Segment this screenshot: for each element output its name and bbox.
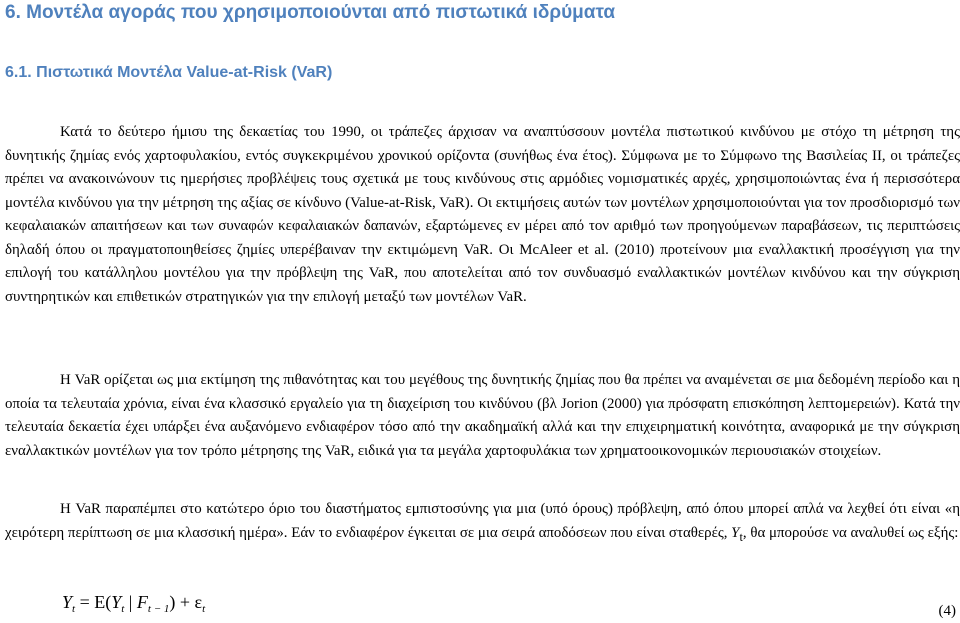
eq-equals: = E( [75, 592, 112, 612]
section-heading: 6. Μοντέλα αγοράς που χρησιμοποιούνται από πιστωτικά ιδρύματα [5, 2, 616, 23]
eq-y: Y [111, 592, 122, 612]
paragraph-2: Η VaR ορίζεται ως μια εκτίμηση της πιθανότητας και του μεγέθους της δυνητικής ζημίας που θα πρέπει να αναμένεται σε μια δεδομένη περίοδο και η οποία τα τελευταία χρόνια, είναι ένα κλασσικό εργαλείο για τη διαχείριση του κινδύνου (βλ Jorion (2000) για πρόσφατη επισκόπηση λεπτομερειών). Κατά την τελευταία δεκαετία έχει υπάρξει ένα αυξανόμενο ενδιαφέρον τόσο από την ακαδημαϊκή αλλά και την επιχειρηματική κοινότητα, αναφορικά με την σύγκριση εναλλακτικών μοντέλων για τον τρόπο μέτρησης της VaR, ειδικά για τα μεγάλα χαρτοφυλάκια των χρηματοοικονομικών περιουσιακών στοιχείων. [5, 372, 960, 459]
symbol-y: Y [731, 524, 740, 541]
eq-lhs-sub: t [72, 603, 76, 615]
eq-epsilon: ε [194, 592, 203, 612]
eq-f: F [136, 592, 148, 612]
eq-epsilon-sub: t [202, 603, 206, 615]
paragraph-3-tail: , θα μπορούσε να αναλυθεί ως εξής: [742, 524, 959, 541]
paragraph-3-text: Η VaR παραπέμπει στο κατώτερο όριο του διαστήματος εμπιστοσύνης για μια (υπό όρους) πρόβλεψη, από όπου μπορεί απλά να λεχθεί ότι είναι «η χειρότερη περίπτωση σε μια κλασσική ημέρα». Εάν το ενδιαφέρον έγκειται σε μια σειρά αποδόσεων που είναι σταθερές, [5, 501, 960, 541]
eq-y-sub: t [121, 603, 125, 615]
eq-lhs: Y [62, 592, 73, 612]
eq-bar: | [124, 592, 137, 612]
eq-close: ) + [169, 592, 195, 612]
eq-f-sub: t − 1 [147, 603, 170, 615]
symbol-y-sub: t [739, 529, 743, 544]
subsection-heading: 6.1. Πιστωτικά Μοντέλα Value-at-Risk (VaR) [5, 64, 333, 81]
paragraph-1: Κατά το δεύτερο ήμισυ της δεκαετίας του 1990, οι τράπεζες άρχισαν να αναπτύσσουν μοντέλα πιστωτικού κινδύνου με στόχο τη μέτρηση της δυνητικής ζημίας ενός χαρτοφυλακίου, εντός συγκεκριμένου χρονικού ορίζοντα (συνήθως ένα έτος). Σύμφωνα με το Σύμφωνο της Βασιλείας ΙΙ, οι τράπεζες πρέπει να ανακοινώνουν τις ημερήσιες προβλέψεις τους σχετικά με τους κινδύνους στις αρμόδιες νομισματικές αρχές, χρησιμοποιώντας ένα ή περισσότερα μοντέλα κινδύνου για την μέτρηση της αξίας σε κίνδυνο (Value-at-Risk, VaR). Οι εκτιμήσεις αυτών των μοντέλων χρησιμοποιούνται για τον προσδιορισμό των κεφαλαιακών απαιτήσεων και των συναφών κεφαλαιακών δαπανών, εξαρτώμενες εν μέρει από τον αριθμό των προηγούμενων παραβάσεων, τις περιπτώσεις δηλαδή όπου οι πραγματοποιηθείσες ζημίες υπερέβαιναν την εκτιμώμενη VaR. Οι McAleer et al. (2010) προτείνουν μια εναλλακτική προσέγγιση για την επιλογή του κατάλληλου μοντέλου για την πρόβλεψη της VaR, που αποτελείται από τον συνδυασμό εναλλακτικών μοντέλων κινδύνου και την σύγκριση συντηρητικών και επιθετικών στρατηγικών για την επιλογή μεταξύ των μοντέλων VaR. [5, 124, 960, 305]
equation-number: (4) [938, 603, 956, 619]
paragraph-3 [5, 498, 960, 549]
equation [62, 592, 205, 615]
